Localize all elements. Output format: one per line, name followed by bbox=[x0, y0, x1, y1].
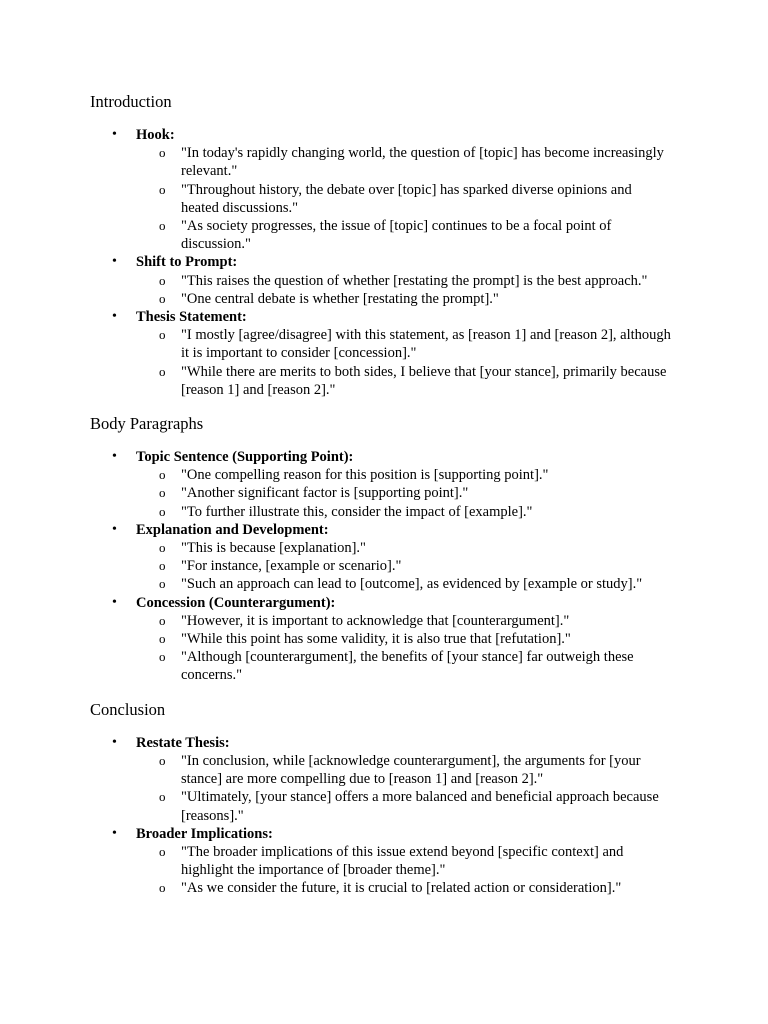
list-item bbox=[90, 594, 690, 685]
list-item bbox=[90, 825, 690, 898]
sub-item-text: "While this point has some validity, it is also true that [refutation]." bbox=[181, 631, 571, 648]
sub-list-item bbox=[136, 181, 671, 217]
sub-item-text: "However, it is important to acknowledge that [counterargument]." bbox=[181, 612, 570, 629]
sub-list-item bbox=[136, 879, 741, 897]
sub-item-text: "While there are merits to both sides, I believe that [your stance], primarily because [reason 1] and [reason 2]." bbox=[181, 363, 667, 398]
sub-list bbox=[136, 843, 690, 898]
document-page bbox=[90, 91, 690, 912]
item-label: Broader Implications: bbox=[136, 825, 273, 842]
sub-list bbox=[136, 466, 690, 521]
circle-bullet-icon: o bbox=[159, 485, 166, 501]
sub-list-item bbox=[136, 788, 671, 824]
sub-item-text: "Ultimately, [your stance] offers a more balanced and beneficial approach because [reasons]." bbox=[181, 789, 659, 824]
sub-list bbox=[136, 326, 690, 399]
sub-item-text: "In conclusion, while [acknowledge counterargument], the arguments for [your stance] are more compelling due to [reason 1] and [reason 2]." bbox=[181, 752, 641, 788]
item-label: Hook: bbox=[136, 127, 175, 143]
section-conclusion bbox=[90, 699, 690, 898]
circle-bullet-icon: o bbox=[159, 558, 166, 574]
circle-bullet-icon: o bbox=[159, 576, 166, 592]
sub-list-item bbox=[136, 539, 671, 557]
bullet-icon: • bbox=[112, 254, 117, 270]
sub-list-item bbox=[136, 217, 671, 253]
sub-list-item bbox=[136, 363, 671, 399]
sub-list-item bbox=[136, 484, 671, 502]
bullet-icon: • bbox=[112, 127, 117, 142]
sub-list-item bbox=[136, 144, 671, 180]
sub-list bbox=[136, 612, 690, 685]
sub-item-text: "I mostly [agree/disagree] with this statement, as [reason 1] and [reason 2], although it is important to consider [concession]." bbox=[181, 327, 671, 362]
list-item bbox=[90, 126, 690, 253]
sub-item-text: "Throughout history, the debate over [topic] has sparked diverse opinions and heated discussions." bbox=[181, 181, 632, 216]
circle-bullet-icon: o bbox=[159, 880, 166, 896]
circle-bullet-icon: o bbox=[159, 752, 166, 768]
bullet-icon: • bbox=[112, 309, 117, 325]
sub-item-text: "One central debate is whether [restating the prompt]." bbox=[181, 290, 499, 307]
sub-list-item bbox=[136, 843, 671, 879]
circle-bullet-icon: o bbox=[159, 181, 166, 197]
sub-list-item bbox=[136, 326, 671, 362]
section-body-paragraphs bbox=[90, 413, 690, 685]
circle-bullet-icon: o bbox=[159, 145, 166, 161]
item-label: Shift to Prompt: bbox=[136, 254, 238, 271]
circle-bullet-icon: o bbox=[159, 789, 166, 805]
circle-bullet-icon: o bbox=[159, 612, 166, 628]
sub-item-text: "This raises the question of whether [restating the prompt] is the best approach." bbox=[181, 272, 648, 289]
list-item bbox=[90, 448, 690, 521]
sub-list-item bbox=[136, 752, 671, 788]
bullet-list bbox=[90, 448, 690, 685]
bullet-list bbox=[90, 734, 690, 898]
sub-item-text: "In today's rapidly changing world, the question of [topic] has become increasingly relevant." bbox=[181, 145, 664, 180]
sub-item-text: "For instance, [example or scenario]." bbox=[181, 558, 402, 575]
circle-bullet-icon: o bbox=[159, 272, 166, 288]
sub-list-item bbox=[136, 466, 671, 484]
sub-list bbox=[136, 752, 690, 825]
sub-item-text: "This is because [explanation]." bbox=[181, 540, 366, 557]
sub-item-text: "One compelling reason for this position is [supporting point]." bbox=[181, 467, 549, 484]
circle-bullet-icon: o bbox=[159, 290, 166, 306]
sub-item-text: "Although [counterargument], the benefits of [your stance] far outweigh these concerns." bbox=[181, 649, 634, 684]
circle-bullet-icon: o bbox=[159, 363, 166, 379]
circle-bullet-icon: o bbox=[159, 843, 166, 859]
bullet-icon: • bbox=[112, 521, 117, 537]
sub-list-item bbox=[136, 290, 671, 308]
section-introduction bbox=[90, 91, 690, 399]
item-label: Explanation and Development: bbox=[136, 521, 329, 538]
sub-item-text: "To further illustrate this, consider the impact of [example]." bbox=[181, 503, 533, 520]
sub-list-item bbox=[136, 272, 741, 290]
sub-item-text: "As we consider the future, it is crucial to [related action or consideration]." bbox=[181, 880, 622, 897]
item-label: Concession (Counterargument): bbox=[136, 594, 336, 611]
sub-list bbox=[136, 539, 690, 594]
circle-bullet-icon: o bbox=[159, 218, 166, 234]
item-label: Topic Sentence (Supporting Point): bbox=[136, 449, 354, 466]
sub-item-text: "The broader implications of this issue extend beyond [specific context] and highlight the importance of [broader theme]." bbox=[181, 843, 624, 879]
bullet-icon: • bbox=[112, 594, 117, 610]
sub-list-item bbox=[136, 575, 741, 593]
sub-list-item bbox=[136, 503, 671, 521]
sub-list-item bbox=[136, 612, 671, 630]
bullet-icon: • bbox=[112, 449, 117, 465]
list-item bbox=[90, 521, 690, 594]
sub-list-item bbox=[136, 557, 671, 575]
list-item bbox=[90, 308, 690, 399]
item-label: Restate Thesis: bbox=[136, 734, 230, 751]
bullet-icon: • bbox=[112, 734, 117, 750]
item-label: Thesis Statement: bbox=[136, 309, 247, 326]
sub-item-text: "As society progresses, the issue of [topic] continues to be a focal point of discussion." bbox=[181, 218, 612, 253]
list-item bbox=[90, 734, 690, 825]
sub-list-item bbox=[136, 648, 671, 684]
section-title: Introduction bbox=[90, 92, 172, 111]
bullet-icon: • bbox=[112, 825, 117, 841]
circle-bullet-icon: o bbox=[159, 540, 166, 556]
section-title: Body Paragraphs bbox=[90, 414, 204, 434]
circle-bullet-icon: o bbox=[159, 467, 166, 483]
sub-list-item bbox=[136, 630, 671, 648]
circle-bullet-icon: o bbox=[159, 649, 166, 665]
circle-bullet-icon: o bbox=[159, 327, 166, 343]
sub-item-text: "Another significant factor is [supporting point]." bbox=[181, 485, 469, 502]
list-item bbox=[90, 253, 690, 308]
sub-item-text: "Such an approach can lead to [outcome], as evidenced by [example or study]." bbox=[181, 576, 643, 593]
sub-list bbox=[136, 144, 690, 253]
circle-bullet-icon: o bbox=[159, 631, 166, 647]
bullet-list bbox=[90, 126, 690, 399]
sub-list bbox=[136, 272, 690, 308]
section-title: Conclusion bbox=[90, 699, 166, 719]
circle-bullet-icon: o bbox=[159, 503, 166, 519]
